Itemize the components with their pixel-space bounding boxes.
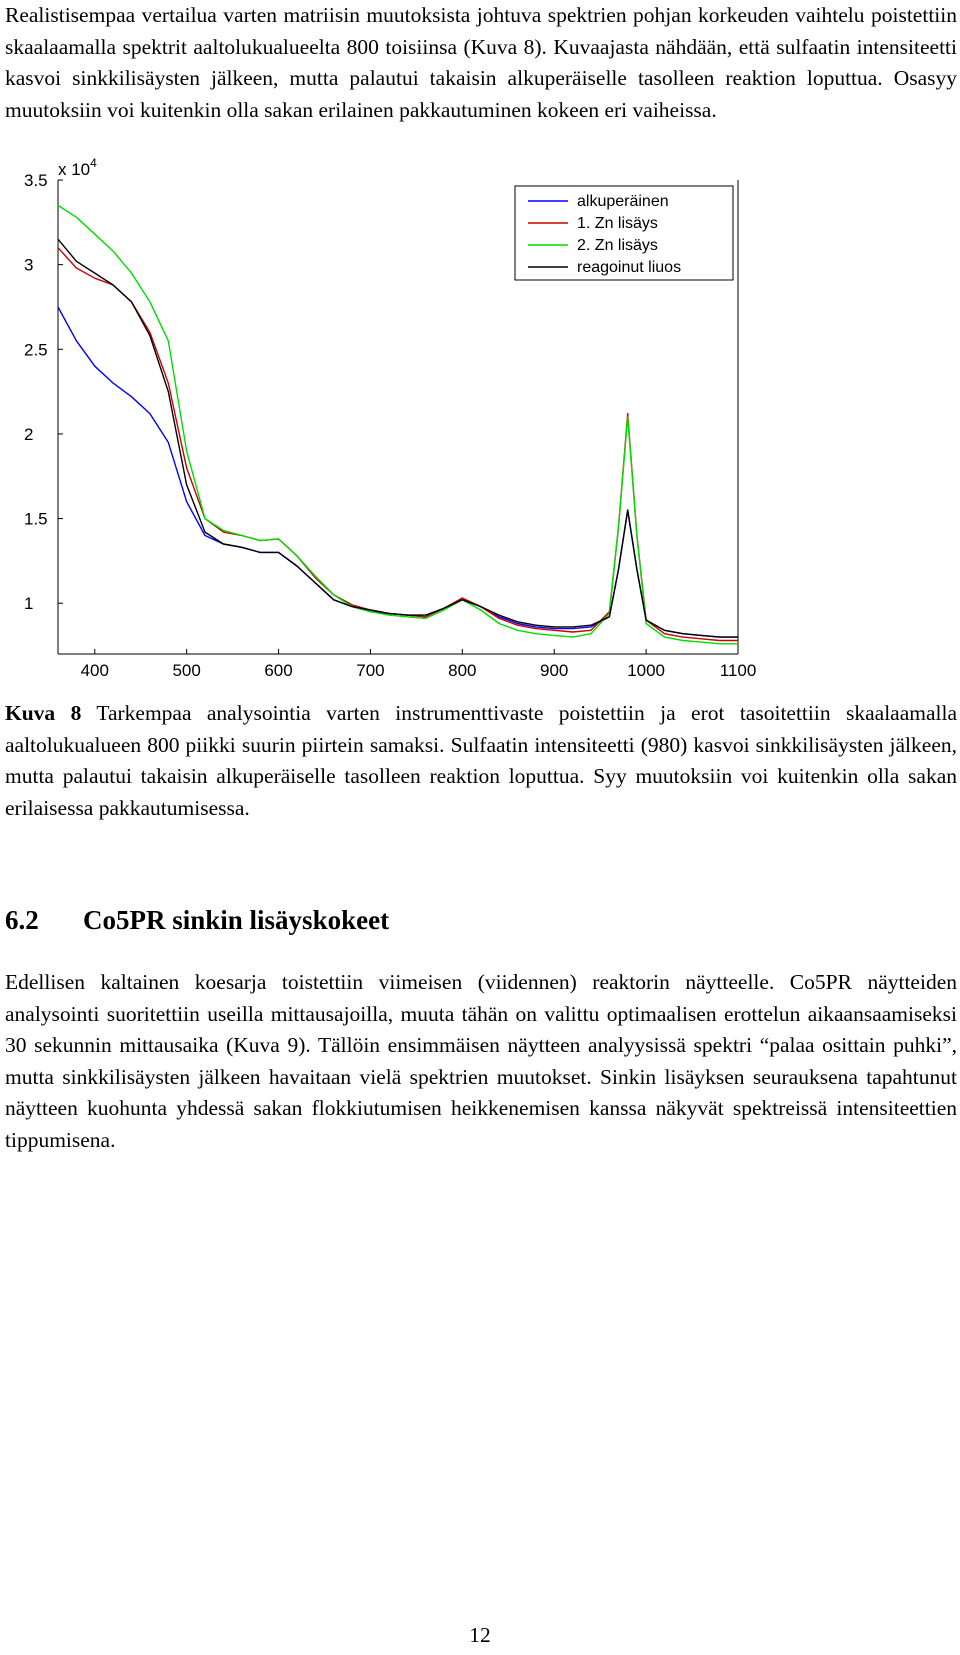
y-tick-label: 3 <box>24 255 34 275</box>
chart-legend <box>515 186 733 280</box>
intro-paragraph: Realistisempaa vertailua varten matriisin muutoksista johtuva spektrien pohjan korkeuden vaihtelu poistettiin skaalaamalla spektrit aaltolukualueelta 800 toisiinsa (Kuva 8). Kuvaajasta nähdään, että sulfaatin intensiteetti kasvoi sinkkilisäysten jälkeen, mutta palautui takaisin alkuperäiselle tasolleen reaktion loputtua. Osasyy muutoksiin voi kuitenkin olla sakan erilainen pakkautuminen kokeen eri vaiheissa. <box>5 3 957 122</box>
legend-label: alkuperäinen <box>577 193 669 210</box>
series-line <box>58 307 738 637</box>
legend-label: reagoinut liuos <box>577 259 682 276</box>
y-tick-label: 2 <box>24 424 34 444</box>
y-multiplier-label: x $10^4$ <box>58 156 97 179</box>
caption-label: Kuva 8 <box>5 701 82 725</box>
section-title: Co5PR sinkin lisäyskokeet <box>83 905 390 935</box>
x-tick-label: 1100 <box>719 661 757 680</box>
x-tick-label: 400 <box>80 661 109 680</box>
legend-label: 2. Zn lisäys <box>577 237 658 254</box>
page-number: 12 <box>469 1623 491 1647</box>
section-heading <box>5 905 389 936</box>
x-tick-label: 1000 <box>627 661 666 680</box>
figure-caption <box>5 698 957 824</box>
x-tick-label: 900 <box>540 661 569 680</box>
x-tick-label: 800 <box>448 661 477 680</box>
series-line <box>58 239 738 637</box>
spectrum-chart <box>0 150 960 690</box>
y-tick-label: 3.5 <box>24 171 48 190</box>
y-tick-label: 1 <box>24 594 34 614</box>
section-paragraph: Edellisen kaltainen koesarja toistettiin viimeisen (viidennen) reaktorin näytteelle. Co5PR näytteiden analysointi suoritettiin useilla mittausajoilla, muuta tähän on valittu optimaalisen erottelun aikaansaamiseksi 30 sekunnin mittausaika (Kuva 9). Tällöin ensimmäisen näytteen analyysissä spektri “palaa osittain puhki”, mutta sinkkilisäysten jälkeen havaitaan vielä spektrien muutokset. Sinkin lisäyksen seurauksena tapahtunut näytteen kuohunta yhdessä sakan flokkiutumisen heikkenemisen kanssa näkyvät spektreissä intensiteettien tippumisena. <box>5 970 957 1152</box>
legend-label: 1. Zn lisäys <box>577 215 658 232</box>
y-tick-label: 1.5 <box>24 509 48 529</box>
y-tick-label: 2.5 <box>24 340 48 360</box>
series-line <box>58 248 738 641</box>
x-tick-label: 700 <box>356 661 385 680</box>
section-number: 6.2 <box>5 905 39 935</box>
x-tick-label: 500 <box>172 661 201 680</box>
caption-text: Tarkempaa analysointia varten instrumenttivaste poistettiin ja erot tasoitettiin skaalaamalla aaltolukualueen 800 piikki suurin piirtein samaksi. Sulfaatin intensiteetti (980) kasvoi sinkkilisäysten jälkeen, mutta palautui takaisin alkuperäiselle tasolleen reaktion loputtua. Syy muutoksiin voi kuitenkin olla sakan erilaisessa pakkautumisessa. <box>5 701 958 820</box>
x-tick-label: 600 <box>264 661 293 680</box>
